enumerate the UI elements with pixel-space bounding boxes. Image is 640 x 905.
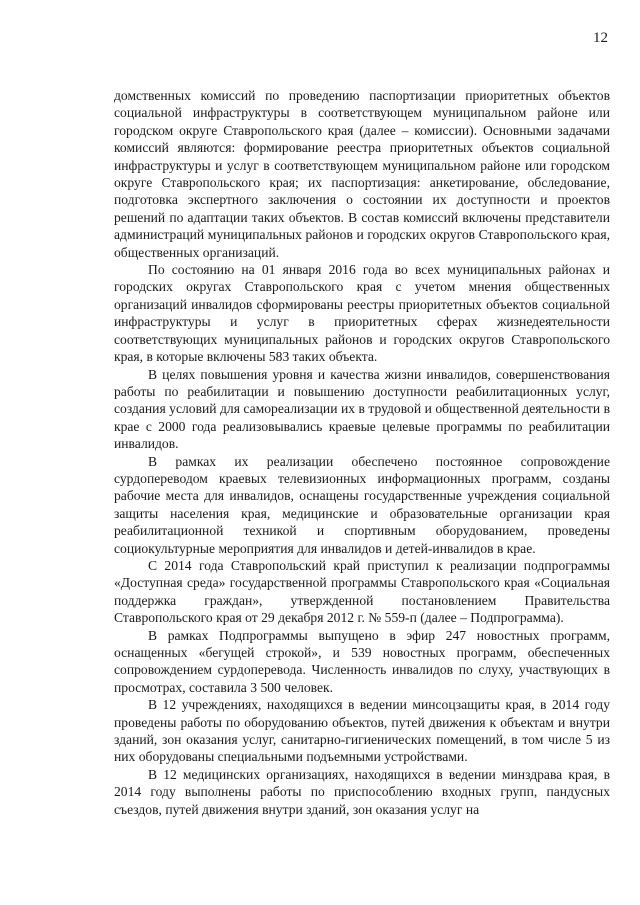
paragraph-continued: домственных комиссий по проведению паспортизации приоритетных объектов социальной инфраструктуры в соответствующем муниципальном районе или городском округе Ставропольского края (далее – комиссии). Основными задачами комиссий являются: формирование реестра приоритетных объектов социальной инфраструктуры и услуг в соответствующем муниципальном районе или городском округе Ставропольского края; их паспортизация: анкетирование, обследование, подготовка экспертного заключения о состоянии их доступности и проектов решений по адаптации таких объектов. В состав комиссий включены представители администраций муниципальных районов и городских округов Ставропольского края, общественных организаций.: [114, 88, 610, 260]
paragraph: В рамках их реализации обеспечено постоянное сопровождение сурдопереводом краевых телевизионных информационных программ, созданы рабочие места для инвалидов, оснащены государственные учреждения социальной защиты населения края, медицинские и образовательные организации края реабилитационной техникой и спортивным оборудованием, проведены социокультурные мероприятия для инвалидов и детей-инвалидов в крае.: [114, 453, 610, 556]
paragraph-continues: В 12 медицинских организациях, находящихся в ведении минздрава края, в 2014 году выполнены работы по приспособлению входных групп, пандусных съездов, путей движения внутри зданий, зон оказания услуг на: [114, 766, 610, 817]
paragraph: По состоянию на 01 января 2016 года во всех муниципальных районах и городских округах Ставропольского края с учетом мнения общественных организаций инвалидов сформированы реестры приоритетных объектов социальной инфраструктуры и услуг в приоритетных сферах жизнедеятельности соответствующих муниципальных районов и городских округов Ставропольского края, в которые включены 583 таких объекта.: [114, 262, 610, 365]
page-number: 12: [593, 30, 608, 46]
document-body: [114, 87, 610, 818]
paragraph: В 12 учреждениях, находящихся в ведении минсоцзащиты края, в 2014 году проведены работы по оборудованию объектов, путей движения к объектам и внутри зданий, зон оказания услуг, санитарно-гигиенических помещений, в том числе 5 из них оборудованы специальными подъемными устройствами.: [114, 697, 610, 765]
paragraph: С 2014 года Ставропольский край приступил к реализации подпрограммы «Доступная среда» государственной программы Ставропольского края «Социальная поддержка граждан», утвержденной постановлением Правительства Ставропольского края от 29 декабря 2012 г. № 559-п (далее – Подпрограмма).: [114, 557, 610, 626]
paragraph: В рамках Подпрограммы выпущено в эфир 247 новостных программ, оснащенных «бегущей строкой», и 539 новостных программ, обеспеченных сопровождением сурдоперевода. Численность инвалидов по слуху, участвующих в просмотрах, составила 3 500 человек.: [114, 627, 610, 695]
paragraph: В целях повышения уровня и качества жизни инвалидов, совершенствования работы по реабилитации и повышению доступности реабилитационных услуг, создания условий для самореализации их в трудовой и общественной деятельности в крае с 2000 года реализовывались краевые целевые программы по реабилитации инвалидов.: [114, 366, 610, 452]
